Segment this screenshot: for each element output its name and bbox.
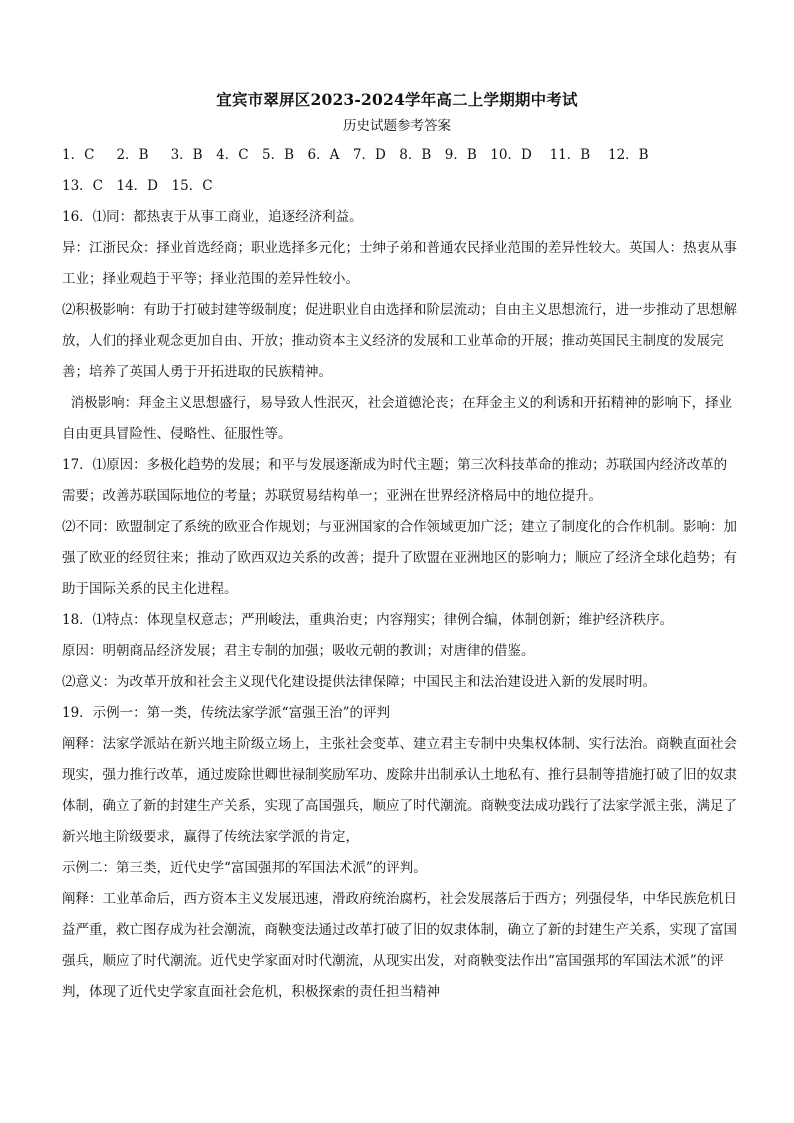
q18-part2-significance: ⑵意义：为改革开放和社会主义现代化建设提供法律保障；中国民主和法治建设进入新的发展时明。 [62,674,656,690]
q16-part2-positive: ⑵积极影响：有助于打破封建等级制度；促进职业自由选择和阶层流动；自由主义思想流行，进一步推动了思想解放，人们的择业观念更加自由、开放；推动资本主义经济的发展和工业革命的开展；推动英国民主制度的发展完善；培养了英国人勇于开拓进取的民族精神。 [62,302,737,380]
q17-part1: 17．⑴原因：多极化趋势的发展；和平与发展逐渐成为时代主题；第三次科技革命的推动；苏联国内经济改革的需要；改善苏联国际地位的考量；苏联贸易结构单一；亚洲在世界经济格局中的地位提升。 [62,457,728,504]
document-title: 宜宾市翠屏区2023-2024学年高二上学期期中考试 [216,90,578,109]
q17-part2: ⑵不同：欧盟制定了系统的欧亚合作规划；与亚洲国家的合作领域更加广泛；建立了制度化的合作机制。影响：加强了欧亚的经贸往来；推动了欧西双边关系的改善；提升了欧盟在亚洲地区的影响力；顺应了经济全球化趋势；有助于国际关系的民主化进程。 [62,519,737,597]
q16-part2-negative: 消极影响：拜金主义思想盛行，易导致人性泯灭，社会道德沦丧；在拜金主义的利诱和开拓精神的影响下，择业自由更具冒险性、侵略性、征服性等。 [62,395,733,442]
q19-example1-explanation: 阐释：法家学派站在新兴地主阶级立场上，主张社会变革、建立君主专制中央集权体制、实行法治。商鞅直面社会现实，强力推行改革，通过废除世卿世禄制奖励军功、废除井出制承认土地私有、推行县制等措施打破了旧的奴隶体制，确立了新的封建生产关系，实现了高国强兵，顺应了时代潮流。商鞅变法成功践行了法家学派主张，满足了新兴地主阶级要求，赢得了传统法家学派的肯定， [62,736,737,845]
q19-example2-heading: 示例二：第三类，近代史学“富国强邦的军国法术派”的评判。 [62,860,427,876]
q18-part1-features: 18．⑴特点：体现皇权意志；严刑峻法，重典治吏；内容翔实；律例合编，体制创新；维护经济秩序。 [62,612,674,628]
q16-part1-similarity: 16．⑴同：都热衷于从事工商业，追逐经济利益。 [62,209,363,225]
choice-answers-line-1: 1．C 2．B 3．B 4．C 5．B 6．A 7．D 8．B 9．B 10．D 11．B 12．B [62,147,649,163]
document-subtitle: 历史试题参考答案 [343,118,451,134]
q16-part1-difference: 异：江浙民众：择业首选经商；职业选择多元化；士绅子弟和普通农民择业范围的差异性较大。英国人：热衷从事工业；择业观趋于平等；择业范围的差异性较小。 [62,240,737,287]
q18-part1-reasons: 原因：明朝商品经济发展；君主专制的加强；吸收元朝的教训；对唐律的借鉴。 [62,643,535,659]
q19-example1-heading: 19．示例一：第一类，传统法家学派“富强王治”的评判 [62,705,390,721]
choice-answers-line-2: 13．C 14．D 15．C [62,178,213,194]
q19-example2-explanation: 阐释：工业革命后，西方资本主义发展迅速，滑政府统治腐朽，社会发展落后于西方；列强侵华，中华民族危机日益严重，救亡图存成为社会潮流，商鞅变法通过改革打破了旧的奴隶体制，确立了新的封建生产关系，实现了富国强兵，顺应了时代潮流。近代史学家面对时代潮流，从现实出发，对商鞅变法作出“富国强邦的军国法术派”的评判，体现了近代史学家直面社会危机，积极探索的责任担当精神 [62,891,737,1000]
answer-content [62,140,738,1008]
